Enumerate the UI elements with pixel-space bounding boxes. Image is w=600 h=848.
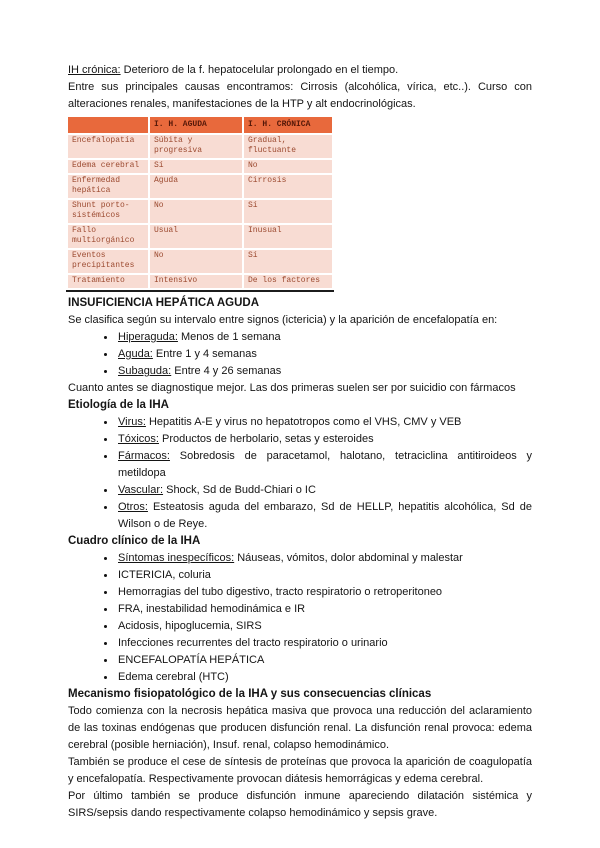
text-run: Náuseas, vómitos, dolor abdominal y malestar [234, 552, 463, 564]
intro-ih-cronica [68, 62, 532, 79]
term-underlined: Aguda: [118, 348, 153, 360]
list-item [116, 635, 532, 652]
table-cell: Sí [244, 250, 332, 273]
row-label-cell: Eventos precipitantes [68, 250, 148, 273]
list-item [116, 431, 532, 448]
term-underlined: Vascular: [118, 484, 164, 496]
table-row [68, 275, 332, 288]
row-label-cell: Fallo multiorgánico [68, 225, 148, 248]
table-cell: Inusual [244, 225, 332, 248]
text-run: ENCEFALOPATÍA HEPÁTICA [118, 654, 265, 666]
table-cell: Usual [150, 225, 242, 248]
text-run: Esteatosis aguda del embarazo, Sd de HELLP, hepatitis alcohólica, Sd de Wilson o de Reye. [118, 501, 532, 530]
table-cell: Súbita y progresiva [150, 135, 242, 158]
heading-insuficiencia-hepatica-aguda: INSUFICIENCIA HEPÁTICA AGUDA [68, 297, 260, 309]
row-label-cell: Edema cerebral [68, 160, 148, 173]
table-cell: No [244, 160, 332, 173]
term-underlined: Fármacos: [118, 450, 170, 462]
list-item [116, 567, 532, 584]
iha-clasificacion-intro [68, 312, 532, 329]
text-run: Todo comienza con la necrosis hepática masiva que provoca una reducción del aclaramiento de las toxinas endógenas que producen disfunción renal. La disfunción renal provoca: edema cerebral (posible herniación), Insuf. renal, colapso hemodinámico. [68, 705, 532, 751]
heading-etiologia-iha: Etiología de la IHA [68, 399, 169, 411]
list-item [116, 652, 532, 669]
cuadro-clinico-list [68, 550, 532, 686]
text-run: Deterioro de la f. hepatocelular prolongado en el tiempo. [120, 64, 399, 76]
term-underlined: Subaguda: [118, 365, 172, 377]
text-run: También se produce el cese de síntesis de proteínas que provoca la aparición de coagulopatía y encefalopatía. Respectivamente provocan diátesis hemorrágicas y edema cerebral. [68, 756, 532, 785]
text-run: Acidosis, hipoglucemia, SIRS [118, 620, 262, 632]
text-run: Entre 4 y 26 semanas [171, 365, 282, 377]
list-item [116, 601, 532, 618]
table-cell: Aguda [150, 175, 242, 198]
text-run: Menos de 1 semana [177, 331, 281, 343]
table-header-cell [68, 117, 148, 133]
intro-causas [68, 79, 532, 113]
mecanismo-p1 [68, 703, 532, 754]
table-header-cell: I. H. AGUDA [150, 117, 242, 133]
text-run: ICTERICIA, coluria [118, 569, 211, 581]
table-cell: Gradual, fluctuante [244, 135, 332, 158]
list-item [116, 499, 532, 533]
list-item [116, 329, 532, 346]
table-cell: No [150, 250, 242, 273]
table-row [68, 200, 332, 223]
term-underlined: Virus: [118, 416, 146, 428]
table-row [68, 160, 332, 173]
table-cell: Sí [150, 160, 242, 173]
heading-cuadro-clinico-iha: Cuadro clínico de la IHA [68, 535, 201, 547]
list-item [116, 448, 532, 482]
list-item [116, 669, 532, 686]
table-row [68, 175, 332, 198]
list-item [116, 414, 532, 431]
list-item [116, 346, 532, 363]
table-row [68, 225, 332, 248]
document-body [68, 62, 532, 822]
text-run: Infecciones recurrentes del tracto respiratorio o urinario [118, 637, 388, 649]
mecanismo-p3 [68, 788, 532, 822]
text-run: Hemorragias del tubo digestivo, tracto respiratorio o retroperitoneo [118, 586, 443, 598]
row-label-cell: Tratamiento [68, 275, 148, 288]
text-run: Cuanto antes se diagnostique mejor. Las dos primeras suelen ser por suicidio con fármacos [68, 382, 516, 394]
row-label-cell: Enfermedad hepática [68, 175, 148, 198]
iha-clasificacion-list [68, 329, 532, 380]
term-underlined: IH crónica: [68, 64, 121, 76]
term-underlined: Síntomas inespecíficos: [118, 552, 235, 564]
etiologia-list [68, 414, 532, 533]
list-item [116, 550, 532, 567]
text-run: Por último también se produce disfunción inmune apareciendo dilatación sistémica y SIRS/sepsis dando respectivamente colapso hemodinámico y sepsis grave. [68, 790, 532, 819]
row-label-cell: Shunt porto-sistémicos [68, 200, 148, 223]
list-item [116, 363, 532, 380]
table-cell: Cirrosis [244, 175, 332, 198]
text-run: FRA, inestabilidad hemodinámica e IR [118, 603, 306, 615]
table-row [68, 250, 332, 273]
term-underlined: Hiperaguda: [118, 331, 178, 343]
text-run: Entre sus principales causas encontramos: Cirrosis (alcohólica, vírica, etc..). Curso con alteraciones renales, manifestaciones de la HTP y alt endocrinológicas. [68, 81, 532, 110]
text-run: Productos de herbolario, setas y esteroides [158, 433, 374, 445]
table-row [68, 135, 332, 158]
text-run: Sobredosis de paracetamol, halotano, tetraciclina antitiroideos y metildopa [118, 450, 532, 479]
comparison-table [66, 115, 334, 292]
mecanismo-p2 [68, 754, 532, 788]
text-run: Edema cerebral (HTC) [118, 671, 229, 683]
table-cell: No [150, 200, 242, 223]
table-header-cell: I. H. CRÓNICA [244, 117, 332, 133]
text-run: Entre 1 y 4 semanas [152, 348, 257, 360]
term-underlined: Tóxicos: [118, 433, 159, 445]
term-underlined: Otros: [118, 501, 148, 513]
row-label-cell: Encefalopatía [68, 135, 148, 158]
list-item [116, 618, 532, 635]
table-cell: De los factores [244, 275, 332, 288]
text-run: Hepatitis A-E y virus no hepatotropos como el VHS, CMV y VEB [145, 416, 462, 428]
list-item [116, 482, 532, 499]
table-cell: Sí [244, 200, 332, 223]
table-cell: Intensivo [150, 275, 242, 288]
iha-pronostico-note [68, 380, 532, 397]
text-run: Se clasifica según su intervalo entre signos (ictericia) y la aparición de encefalopatía en: [68, 314, 498, 326]
table-header-row [68, 117, 332, 133]
heading-mecanismo-fisiopatologico: Mecanismo fisiopatológico de la IHA y sus consecuencias clínicas [68, 688, 432, 700]
text-run: Shock, Sd de Budd-Chiari o IC [163, 484, 316, 496]
list-item [116, 584, 532, 601]
